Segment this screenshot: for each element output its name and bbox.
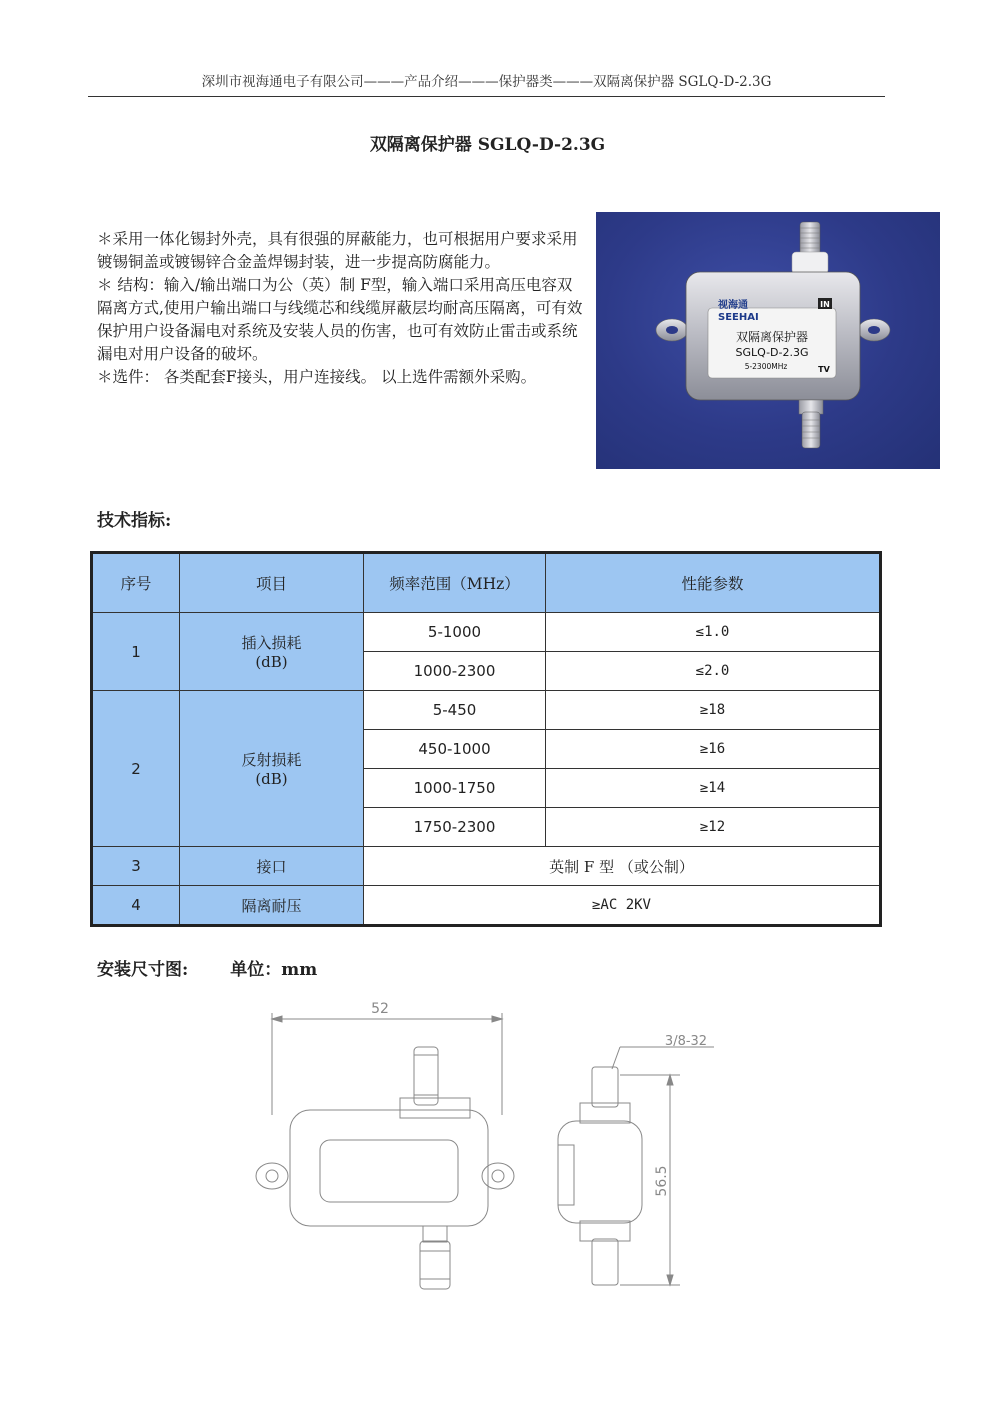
row-item: 接口 bbox=[180, 847, 364, 886]
header-param: 性能参数 bbox=[546, 553, 881, 613]
row-no: 1 bbox=[92, 613, 180, 691]
description-paragraph-structure: ＊ 结构：输入/输出端口为公（英）制 F型，输入端口采用高压电容双隔离方式,使用户输出端口与线缆芯和线缆屏蔽层均耐高压隔离，可有效保护用户设备漏电对系统及安装人员的伤害，也可有效防止雷击或系统漏电对用户设备的破坏。 bbox=[97, 276, 583, 363]
page-title: 双隔离保护器 SGLQ-D-2.3G bbox=[369, 135, 606, 155]
table-row bbox=[92, 847, 881, 886]
row-value: 英制 F 型 （或公制） bbox=[364, 847, 881, 886]
photo-model: SGLQ-D-2.3G bbox=[735, 346, 809, 359]
table-row bbox=[92, 691, 881, 730]
table-header-row bbox=[92, 553, 881, 613]
row-value: ≥AC 2KV bbox=[364, 886, 881, 926]
dim-height-label: 56.5 bbox=[654, 1165, 670, 1197]
row-item-label: 插入损耗 bbox=[241, 634, 302, 652]
thread-label: 3/8-32 bbox=[664, 1034, 708, 1049]
row-freq: 1000-2300 bbox=[364, 652, 546, 691]
table-row bbox=[92, 613, 881, 652]
photo-product-name: 双隔离保护器 bbox=[735, 330, 809, 344]
row-item: 隔离耐压 bbox=[180, 886, 364, 926]
row-freq: 450-1000 bbox=[364, 730, 546, 769]
photo-brand-en: SEEHAI bbox=[718, 312, 759, 323]
row-freq: 1750-2300 bbox=[364, 808, 546, 847]
description-paragraph-housing: ＊采用一体化锡封外壳，具有很强的屏蔽能力，也可根据用户要求采用镀锡铜盖或镀锡锌合金盖焊锡封装，进一步提高防腐能力。 bbox=[97, 230, 578, 271]
row-item-unit: (dB) bbox=[255, 770, 288, 788]
description-paragraph-options: ＊选件： 各类配套F接头，用户连接线。 以上选件需额外采购。 bbox=[97, 368, 537, 386]
row-no: 4 bbox=[92, 886, 180, 926]
row-item-label: 反射损耗 bbox=[241, 751, 302, 769]
header-no: 序号 bbox=[92, 553, 180, 613]
row-item-unit: (dB) bbox=[255, 653, 288, 671]
row-param: ≥16 bbox=[546, 730, 881, 769]
install-unit: 单位：mm bbox=[230, 960, 318, 980]
specs-table bbox=[90, 551, 882, 927]
header-item: 项目 bbox=[180, 553, 364, 613]
row-no: 2 bbox=[92, 691, 180, 847]
page-header: 深圳市视海通电子有限公司———产品介绍———保护器类———双隔离保护器 SGLQ-D-2.3G bbox=[201, 74, 772, 90]
header-freq: 频率范围（MHz） bbox=[364, 553, 546, 613]
dim-width-label: 52 bbox=[371, 1001, 389, 1017]
header-divider bbox=[88, 96, 885, 97]
table-row bbox=[92, 886, 881, 926]
photo-brand-cn: 视海通 bbox=[718, 300, 748, 311]
row-no: 3 bbox=[92, 847, 180, 886]
row-freq: 1000-1750 bbox=[364, 769, 546, 808]
photo-tv-label: TV bbox=[818, 365, 830, 374]
row-item bbox=[180, 613, 364, 691]
specs-section-title: 技术指标: bbox=[97, 511, 172, 531]
row-param: ≥14 bbox=[546, 769, 881, 808]
row-param: ≤1.0 bbox=[546, 613, 881, 652]
row-param: ≥12 bbox=[546, 808, 881, 847]
photo-in-label: IN bbox=[820, 300, 830, 309]
photo-freq: 5-2300MHz bbox=[744, 362, 788, 371]
row-param: ≤2.0 bbox=[546, 652, 881, 691]
row-freq: 5-1000 bbox=[364, 613, 546, 652]
row-param: ≥18 bbox=[546, 691, 881, 730]
product-description bbox=[97, 228, 587, 389]
dimension-drawing bbox=[240, 995, 740, 1335]
install-heading bbox=[97, 955, 317, 980]
row-freq: 5-450 bbox=[364, 691, 546, 730]
row-item bbox=[180, 691, 364, 847]
product-photo bbox=[596, 212, 940, 469]
install-title: 安装尺寸图: bbox=[97, 960, 189, 980]
